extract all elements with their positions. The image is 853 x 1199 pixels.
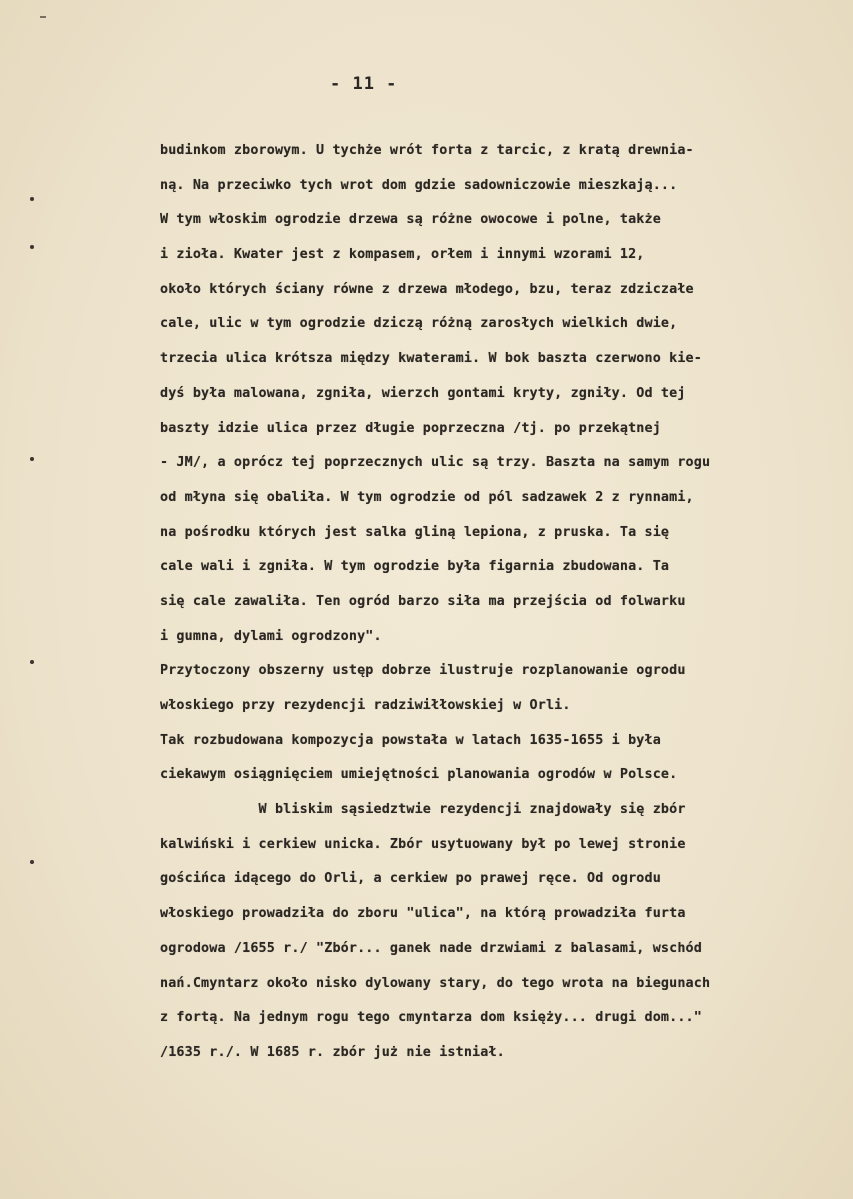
margin-mark [30,660,34,664]
text-line: Przytoczony obszerny ustęp dobrze ilustruje rozplanowanie ogrodu [160,663,686,679]
text-line: W bliskim sąsiedztwie rezydencji znajdowały się zbór [160,802,686,818]
text-line: i zioła. Kwater jest z kompasem, orłem i innymi wzorami 12, [160,247,645,263]
text-line: na pośrodku których jest salka gliną lepiona, z pruska. Ta się [160,524,670,540]
text-line: włoskiego przy rezydencji radziwiłłowskiej w Orli. [160,698,571,713]
text-line: około których ściany równe z drzewa młodego, bzu, teraz zdziczałe [160,281,694,297]
text-line: /1635 r./. W 1685 r. zbór już nie istniał. [160,1044,505,1060]
text-line: ną. Na przeciwko tych wrot dom gdzie sadowniczowie mieszkają... [160,177,678,193]
text-line: - JM/, a oprócz tej poprzecznych ulic są trzy. Baszta na samym rogu [160,455,711,471]
text-line: trzecia ulica krótsza między kwaterami. W bok baszta czerwono kie- [160,351,702,367]
text-line: dyś była malowana, zgniła, wierzch gontami kryty, zgniły. Od tej [160,385,686,401]
margin-mark [30,457,34,461]
text-line: ciekawym osiągnięciem umiejętności planowania ogrodów w Polsce. [160,767,678,783]
text-line: się cale zawaliła. Ten ogród barzo siła ma przejścia od folwarku [160,593,686,609]
text-line: kalwiński i cerkiew unicka. Zbór usytuowany był po lewej stronie [160,836,686,852]
text-line: budinkom zborowym. U tychże wrót forta z tarcic, z kratą drewnia- [160,143,694,158]
margin-mark [30,860,34,864]
margin-mark [30,197,34,201]
text-line: włoskiego prowadziła do zboru "ulica", na którą prowadziła furta [160,906,686,922]
text-line: W tym włoskim ogrodzie drzewa są różne owocowe i polne, także [160,212,661,228]
text-line: nań.Cmyntarz około nisko dylowany stary, do tego wrota na biegunach [160,975,711,991]
scan-mark [40,16,46,18]
text-line: cale wali i zgniła. W tym ogrodzie była figarnia zbudowana. Ta [160,559,670,575]
text-line: cale, ulic w tym ogrodzie dziczą różną zarosłych wielkich dwie, [160,316,678,332]
text-line: ogrodowa /1655 r./ "Zbór... ganek nade drzwiami z balasami, wschód [160,940,702,956]
text-line: i gumna, dylami ogrodzony". [160,628,382,644]
text-line: od młyna się obaliła. W tym ogrodzie od pól sadzawek 2 z rynnami, [160,489,694,505]
text-line: gościńca idącego do Orli, a cerkiew po prawej ręce. Od ogrodu [160,871,661,887]
text-line: Tak rozbudowana kompozycja powstała w latach 1635-1655 i była [160,732,661,748]
margin-mark [30,245,34,249]
text-line: z fortą. Na jednym rogu tego cmyntarza dom księży... drugi dom..." [160,1010,702,1026]
text-line: baszty idzie ulica przez długie poprzeczna /tj. po przekątnej [160,420,661,436]
body-text [160,134,853,1071]
page-number: - 11 - [330,74,398,94]
